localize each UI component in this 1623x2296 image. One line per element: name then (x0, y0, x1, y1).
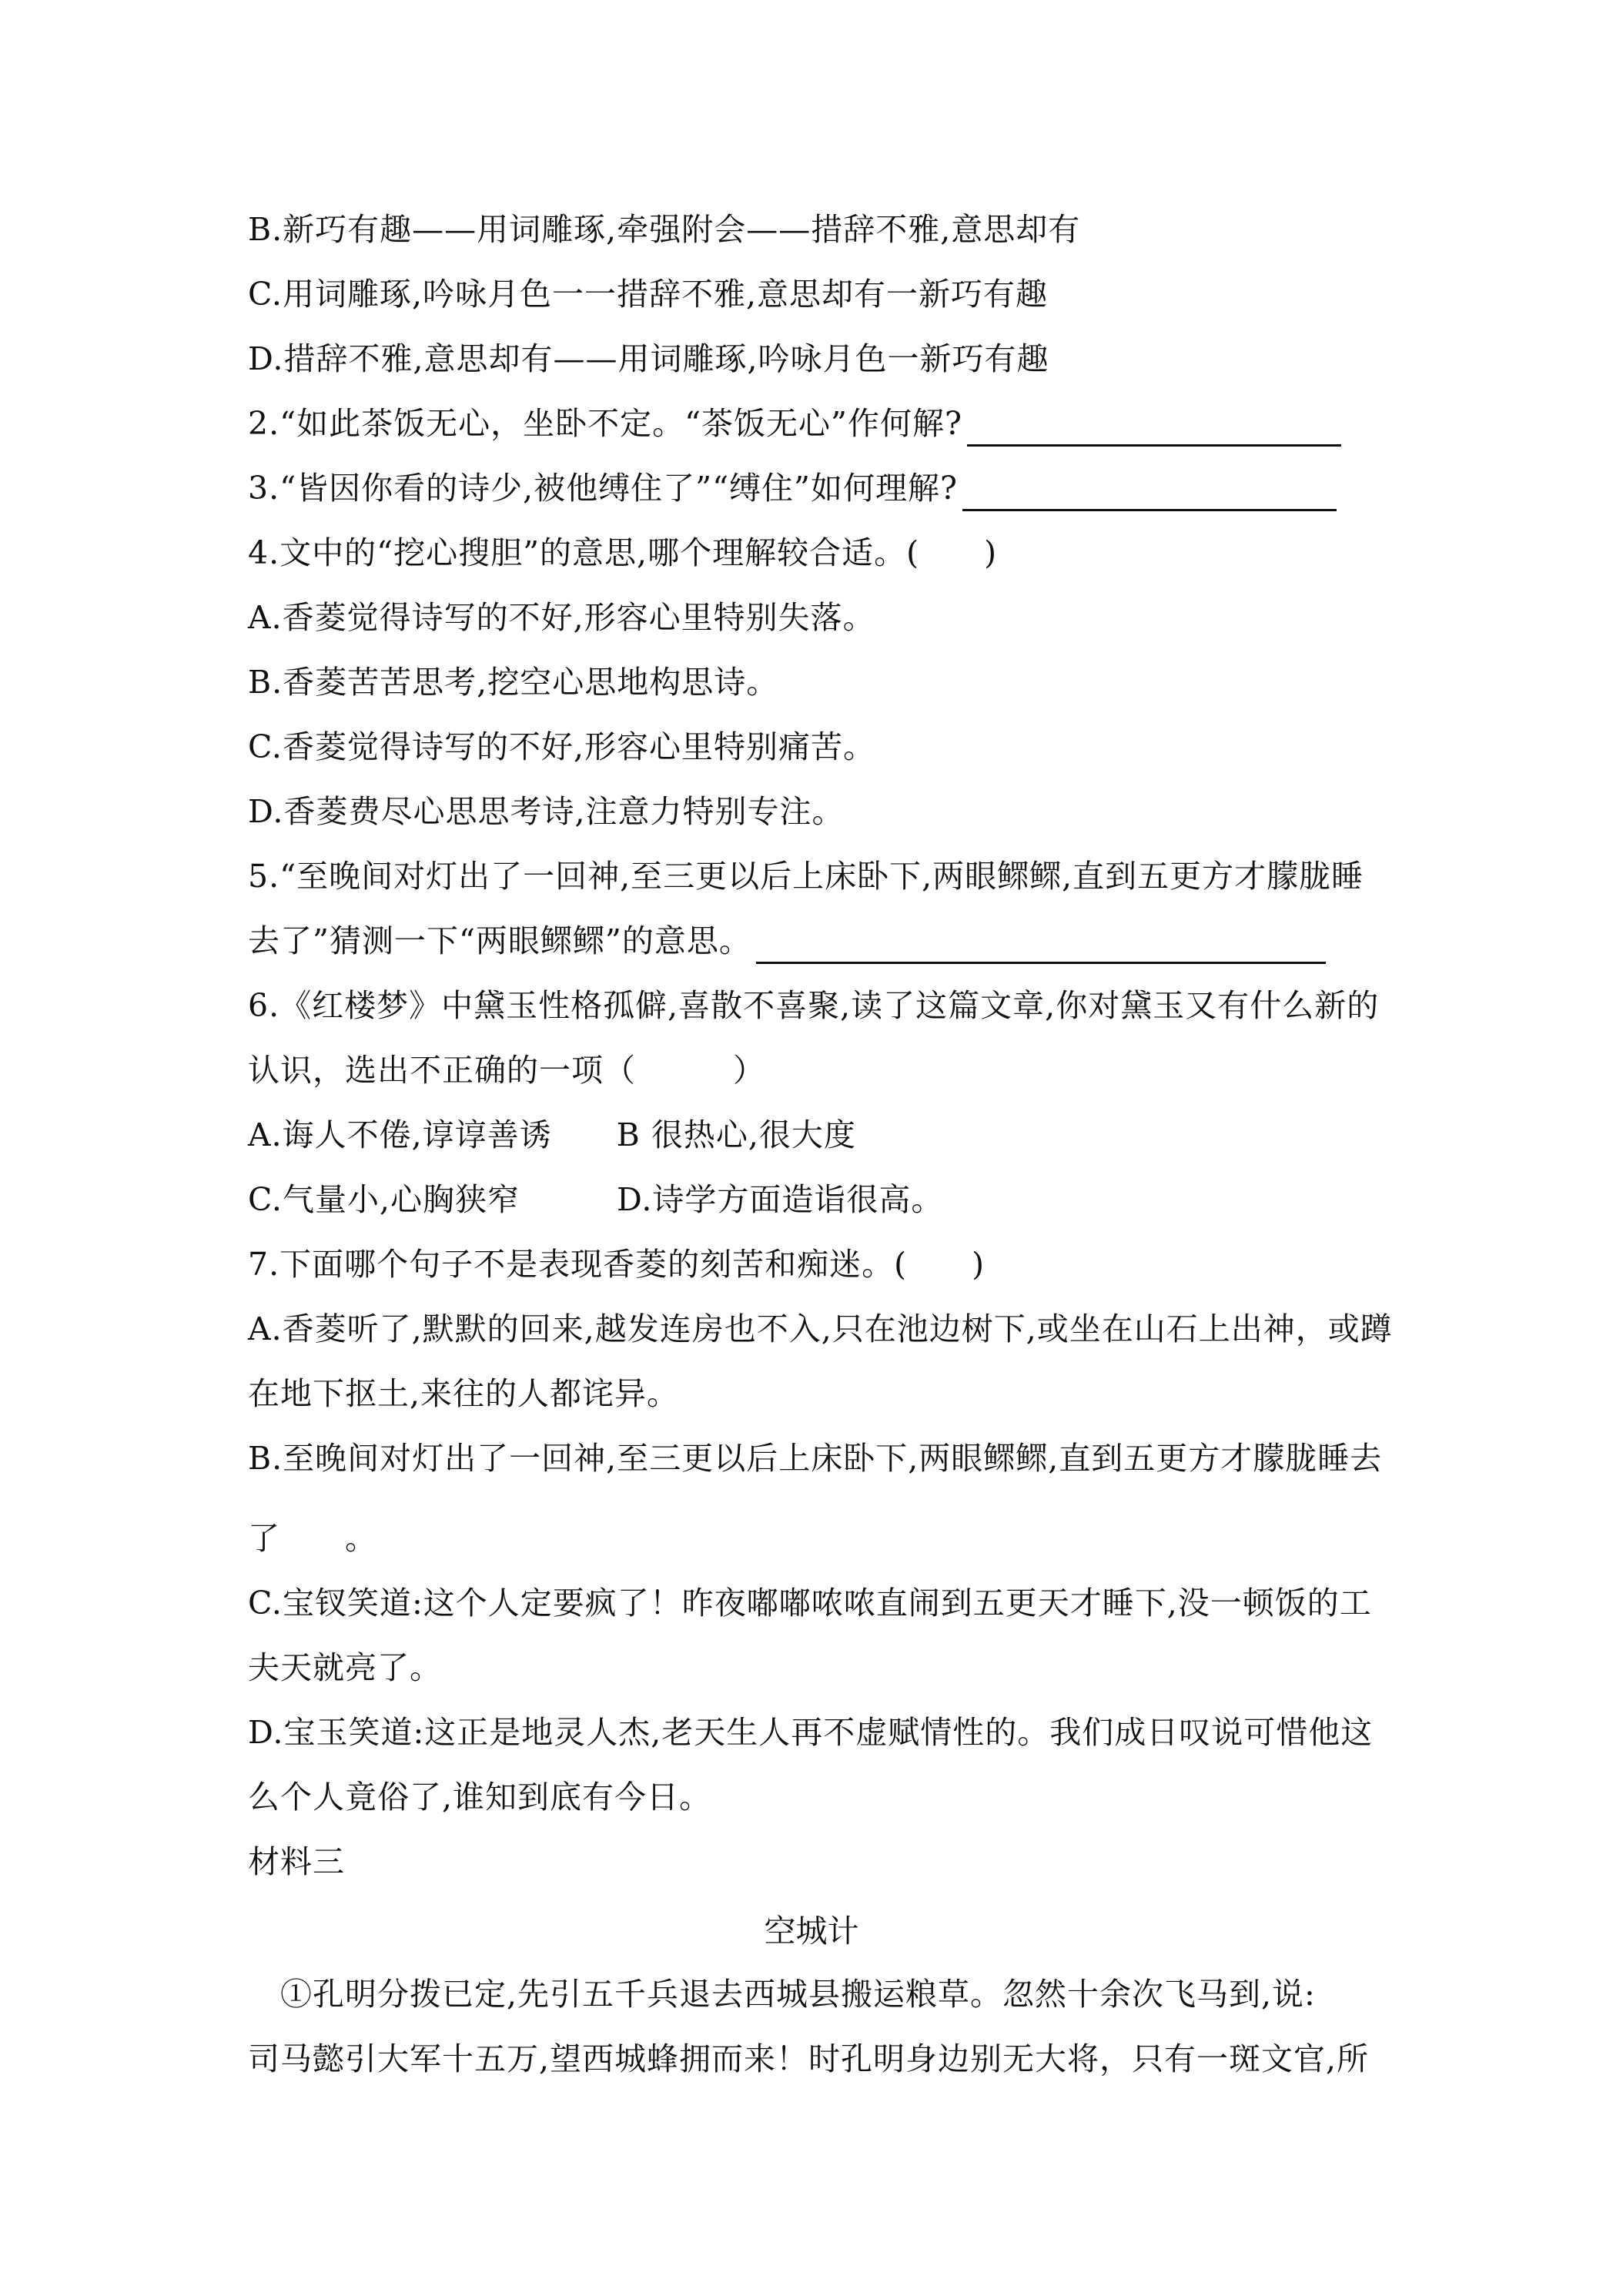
q7-option-b-line-1: B.至晚间对灯出了一回神,至三更以后上床卧下,两眼鳏鳏,直到五更方才朦胧睡去 (248, 1440, 1383, 1477)
question-4: 4.文中的“挖心搜胆”的意思,哪个理解较合适。( ) (248, 534, 998, 571)
q4-option-c: C.香菱觉得诗写的不好,形容心里特别痛苦。 (248, 728, 875, 765)
answer-blank-5[interactable] (756, 928, 1326, 964)
question-7: 7.下面哪个句子不是表现香菱的刻苦和痴迷。( ) (248, 1246, 986, 1283)
question-3-text: 3.“皆因你看的诗少,被他缚住了”“缚住”如何理解? (248, 470, 958, 507)
q4-option-d: D.香菱费尽心思思考诗,注意力特别专注。 (248, 793, 845, 830)
answer-blank-3[interactable] (962, 475, 1337, 511)
q4-option-a: A.香菱觉得诗写的不好,形容心里特别失落。 (248, 599, 875, 636)
material-3-heading: 材料三 (248, 1843, 345, 1880)
passage-paragraph-1-line-1: ①孔明分拨已定,先引五千兵退去西城县搬运粮草。忽然十余次飞马到,说: (248, 1976, 1316, 2013)
passage-paragraph-1-line-2: 司马懿引大军十五万,望西城蜂拥而来！时孔明身边别无大将，只有一斑文官,所 (248, 2040, 1370, 2077)
question-5-line-1: 5.“至晚间对灯出了一回神,至三更以后上床卧下,两眼鳏鳏,直到五更方才朦胧睡 (248, 858, 1364, 895)
q1-option-d: D.措辞不雅,意思却有——用词雕琢,吟咏月色一新巧有趣 (248, 340, 1049, 377)
q7-option-d-line-2: 么个人竟俗了,谁知到底有今日。 (248, 1779, 712, 1816)
question-6-line-2: 认识，选出不正确的一项（ ） (248, 1052, 765, 1089)
question-5-line-2 (248, 918, 1326, 964)
q7-option-d-line-1: D.宝玉笑道:这正是地灵人杰,老天生人再不虚赋情性的。我们成日叹说可惜他这 (248, 1714, 1374, 1751)
q6-options-row-1: A.诲人不倦,谆谆善诱 B 很热心,很大度 (248, 1116, 856, 1153)
question-2-text: 2.“如此茶饭无心，坐卧不定。“茶饭无心”作何解? (248, 405, 962, 442)
q1-option-c: C.用词雕琢,吟咏月色一一措辞不雅,意思却有一新巧有趣 (248, 276, 1049, 313)
q7-option-b-line-2: 了 。 (248, 1520, 377, 1557)
q7-option-c-line-1: C.宝钗笑道:这个人定要疯了！昨夜嘟嘟哝哝直闹到五更天才睡下,没一顿饭的工 (248, 1585, 1372, 1622)
question-6-line-1: 6.《红楼梦》中黛玉性格孤僻,喜散不喜聚,读了这篇文章,你对黛玉又有什么新的 (248, 987, 1380, 1024)
question-3 (248, 465, 1337, 511)
q7-option-c-line-2: 夫天就亮了。 (248, 1649, 442, 1686)
q6-options-row-2: C.气量小,心胸狭窄 D.诗学方面造诣很高。 (248, 1181, 944, 1218)
q4-option-b: B.香菱苦苦思考,挖空心思地构思诗。 (248, 664, 779, 701)
q7-option-a-line-1: A.香菱听了,默默的回来,越发连房也不入,只在池边树下,或坐在山石上出神，或蹲 (248, 1310, 1393, 1347)
q1-option-b: B.新巧有趣——用词雕琢,牵强附会——措辞不雅,意思却有 (248, 211, 1081, 248)
question-2 (248, 400, 1341, 447)
passage-title: 空城计 (764, 1913, 859, 1950)
q7-option-a-line-2: 在地下抠土,来往的人都诧异。 (248, 1375, 680, 1412)
answer-blank-2[interactable] (967, 410, 1341, 447)
question-5-text: 去了”猜测一下“两眼鳏鳏”的意思。 (248, 922, 751, 959)
